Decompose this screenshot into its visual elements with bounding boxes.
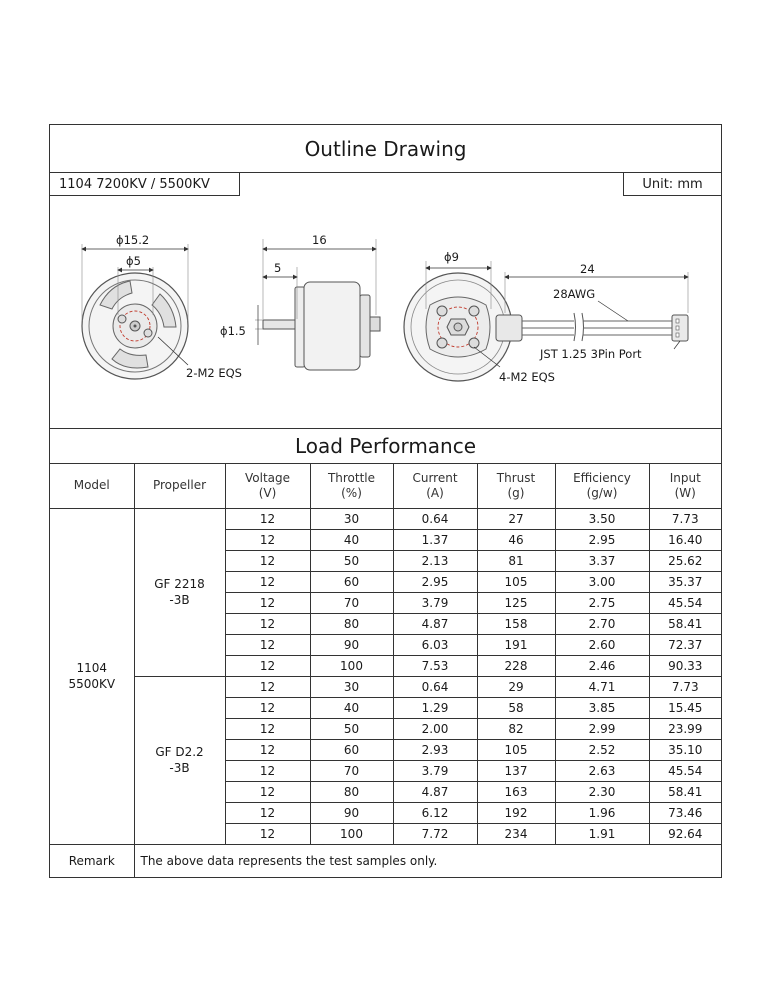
input-cell: 7.73 (649, 508, 721, 529)
input-cell: 23.99 (649, 718, 721, 739)
input-cell: 45.54 (649, 592, 721, 613)
throttle-cell: 40 (310, 697, 393, 718)
efficiency-cell: 4.71 (555, 676, 649, 697)
thrust-cell: 137 (477, 760, 555, 781)
thrust-cell: 192 (477, 802, 555, 823)
efficiency-cell: 3.00 (555, 571, 649, 592)
efficiency-cell: 2.46 (555, 655, 649, 676)
voltage-cell: 12 (225, 718, 310, 739)
throttle-cell: 100 (310, 823, 393, 844)
current-cell: 1.29 (393, 697, 477, 718)
header-efficiency: Efficiency (g/w) (555, 464, 649, 508)
propeller-cell: GF D2.2 -3B (134, 676, 225, 844)
current-cell: 2.00 (393, 718, 477, 739)
unit-label: Unit: mm (623, 173, 721, 196)
header-voltage: Voltage (V) (225, 464, 310, 508)
input-cell: 58.41 (649, 781, 721, 802)
header-propeller: Propeller (134, 464, 225, 508)
thrust-cell: 82 (477, 718, 555, 739)
input-cell: 90.33 (649, 655, 721, 676)
voltage-cell: 12 (225, 529, 310, 550)
remark-text: The above data represents the test samples only. (134, 844, 721, 877)
header-input: Input (W) (649, 464, 721, 508)
table-header-row (50, 464, 721, 508)
input-cell: 45.54 (649, 760, 721, 781)
header-thrust: Thrust (g) (477, 464, 555, 508)
voltage-cell: 12 (225, 676, 310, 697)
input-cell: 7.73 (649, 676, 721, 697)
current-cell: 0.64 (393, 676, 477, 697)
thrust-cell: 46 (477, 529, 555, 550)
dim-base-diameter: ϕ9 (444, 250, 459, 264)
model-label: 1104 7200KV / 5500KV (50, 173, 240, 196)
throttle-cell: 50 (310, 718, 393, 739)
throttle-cell: 90 (310, 802, 393, 823)
efficiency-cell: 2.52 (555, 739, 649, 760)
thrust-cell: 105 (477, 571, 555, 592)
table-row (50, 676, 721, 697)
current-cell: 3.79 (393, 760, 477, 781)
current-cell: 6.12 (393, 802, 477, 823)
throttle-cell: 80 (310, 781, 393, 802)
current-cell: 7.53 (393, 655, 477, 676)
thrust-cell: 27 (477, 508, 555, 529)
voltage-cell: 12 (225, 739, 310, 760)
efficiency-cell: 2.30 (555, 781, 649, 802)
header-model: Model (50, 464, 134, 508)
voltage-cell: 12 (225, 823, 310, 844)
input-cell: 58.41 (649, 613, 721, 634)
voltage-cell: 12 (225, 760, 310, 781)
efficiency-cell: 2.75 (555, 592, 649, 613)
thrust-cell: 125 (477, 592, 555, 613)
dim-length: 16 (312, 233, 327, 247)
current-cell: 1.37 (393, 529, 477, 550)
dim-shaft-diameter: ϕ1.5 (220, 324, 246, 338)
throttle-cell: 70 (310, 760, 393, 781)
efficiency-cell: 3.85 (555, 697, 649, 718)
current-cell: 4.87 (393, 781, 477, 802)
throttle-cell: 100 (310, 655, 393, 676)
current-cell: 0.64 (393, 508, 477, 529)
thrust-cell: 228 (477, 655, 555, 676)
dim-shaft-offset: 5 (274, 261, 282, 275)
rear-screw-label: 4-M2 EQS (499, 370, 555, 384)
throttle-cell: 70 (310, 592, 393, 613)
motor-outline-svg (50, 197, 721, 428)
throttle-cell: 30 (310, 676, 393, 697)
front-screw-label: 2-M2 EQS (186, 366, 242, 380)
input-cell: 25.62 (649, 550, 721, 571)
spec-sheet (49, 124, 722, 878)
efficiency-cell: 2.70 (555, 613, 649, 634)
thrust-cell: 58 (477, 697, 555, 718)
model-cell: 1104 5500KV (50, 508, 134, 844)
current-cell: 7.72 (393, 823, 477, 844)
header-throttle: Throttle (%) (310, 464, 393, 508)
table-row (50, 508, 721, 529)
throttle-cell: 60 (310, 739, 393, 760)
throttle-cell: 50 (310, 550, 393, 571)
voltage-cell: 12 (225, 592, 310, 613)
load-performance-table (50, 464, 721, 877)
voltage-cell: 12 (225, 697, 310, 718)
input-cell: 35.37 (649, 571, 721, 592)
throttle-cell: 90 (310, 634, 393, 655)
thrust-cell: 158 (477, 613, 555, 634)
voltage-cell: 12 (225, 613, 310, 634)
voltage-cell: 12 (225, 571, 310, 592)
thrust-cell: 234 (477, 823, 555, 844)
current-cell: 6.03 (393, 634, 477, 655)
efficiency-cell: 1.96 (555, 802, 649, 823)
input-cell: 16.40 (649, 529, 721, 550)
input-cell: 72.37 (649, 634, 721, 655)
voltage-cell: 12 (225, 550, 310, 571)
throttle-cell: 80 (310, 613, 393, 634)
front-view (82, 233, 242, 380)
side-view (220, 233, 380, 370)
efficiency-cell: 2.99 (555, 718, 649, 739)
current-cell: 3.79 (393, 592, 477, 613)
connector-label: JST 1.25 3Pin Port (540, 347, 642, 361)
wire-gauge-label: 28AWG (553, 287, 596, 301)
input-cell: 92.64 (649, 823, 721, 844)
voltage-cell: 12 (225, 634, 310, 655)
remark-label: Remark (50, 844, 134, 877)
voltage-cell: 12 (225, 802, 310, 823)
thrust-cell: 105 (477, 739, 555, 760)
voltage-cell: 12 (225, 655, 310, 676)
efficiency-cell: 2.63 (555, 760, 649, 781)
current-cell: 2.95 (393, 571, 477, 592)
throttle-cell: 60 (310, 571, 393, 592)
current-cell: 2.13 (393, 550, 477, 571)
input-cell: 35.10 (649, 739, 721, 760)
efficiency-cell: 1.91 (555, 823, 649, 844)
thrust-cell: 163 (477, 781, 555, 802)
thrust-cell: 81 (477, 550, 555, 571)
current-cell: 2.93 (393, 739, 477, 760)
efficiency-cell: 3.37 (555, 550, 649, 571)
voltage-cell: 12 (225, 508, 310, 529)
throttle-cell: 30 (310, 508, 393, 529)
efficiency-cell: 3.50 (555, 508, 649, 529)
propeller-cell: GF 2218 -3B (134, 508, 225, 676)
input-cell: 73.46 (649, 802, 721, 823)
efficiency-cell: 2.95 (555, 529, 649, 550)
thrust-cell: 191 (477, 634, 555, 655)
rear-view (404, 250, 688, 384)
remark-row (50, 844, 721, 877)
dim-inner-diameter: ϕ5 (126, 254, 141, 268)
input-cell: 15.45 (649, 697, 721, 718)
dim-outer-diameter: ϕ15.2 (116, 233, 150, 247)
voltage-cell: 12 (225, 781, 310, 802)
load-performance-title: Load Performance (50, 428, 721, 464)
dim-wire-length: 24 (580, 262, 595, 276)
outline-drawing (50, 197, 721, 428)
current-cell: 4.87 (393, 613, 477, 634)
thrust-cell: 29 (477, 676, 555, 697)
header-current: Current (A) (393, 464, 477, 508)
efficiency-cell: 2.60 (555, 634, 649, 655)
outline-drawing-title: Outline Drawing (50, 125, 721, 173)
throttle-cell: 40 (310, 529, 393, 550)
